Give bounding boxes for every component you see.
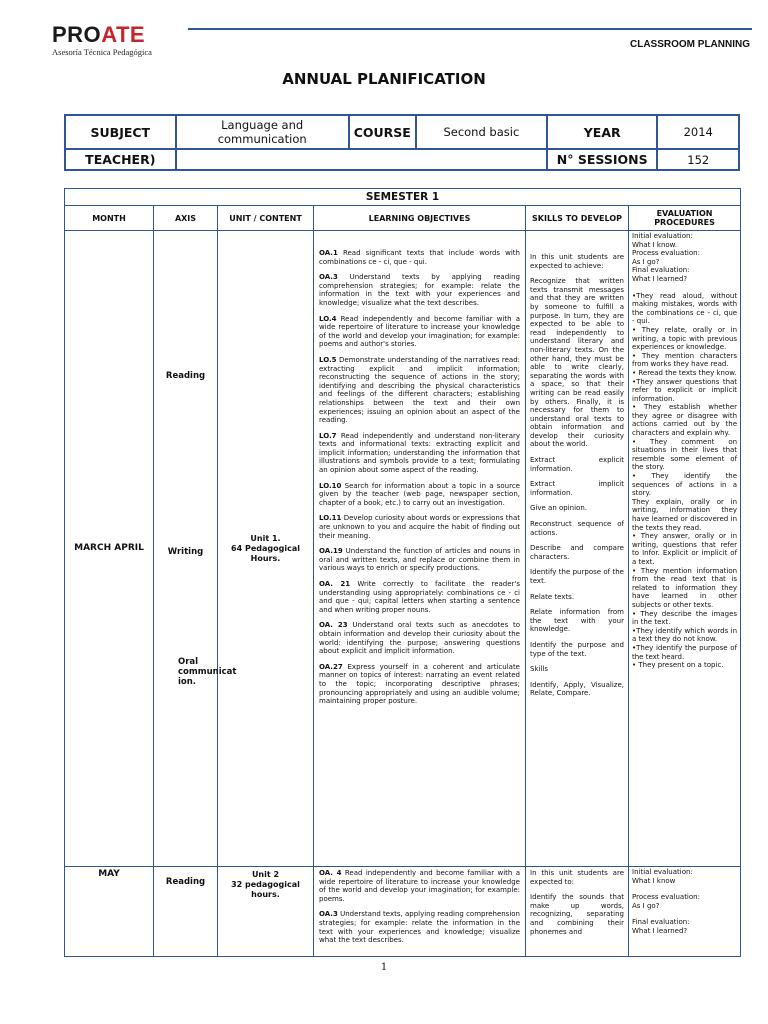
- col-header-skills: SKILLS TO DEVELOP: [526, 206, 629, 231]
- objective-item: OA.19 Understand the function of articles and nouns in oral and written texts, and replace or combine them in various ways to enrich or specify productions.: [319, 547, 520, 573]
- axis-cell: [154, 231, 237, 867]
- sessions-label: N° SESSIONS: [547, 149, 658, 170]
- evaluation-item: What I know: [632, 876, 676, 885]
- subject-value: Language and communication: [176, 115, 349, 149]
- evaluation-item: • They describe the images in the text.: [632, 609, 738, 627]
- skills-cell: [526, 867, 629, 957]
- axis-oral: Oral communicat ion.: [178, 657, 237, 687]
- objectives-cell: [314, 231, 526, 867]
- axis-reading: Reading: [165, 877, 206, 887]
- evaluation-item: What I learned?: [632, 926, 688, 935]
- axis-reading: Reading: [165, 371, 206, 381]
- col-header-evaluation: EVALUATION PROCEDURES: [629, 206, 741, 231]
- skill-item: In this unit students are expected to:: [530, 869, 624, 886]
- skill-item: Extract implicit information.: [530, 480, 624, 497]
- objective-item: LO.11 Develop curiosity about words or expressions that are unknown to you and acquire the habit of finding out their meaning.: [319, 514, 520, 540]
- objective-item: OA.3 Understand texts by applying reading comprehension strategies; for example: relate the information in the text with your experiences and knowledge; visualize what the text describes.: [319, 273, 520, 307]
- month-cell: [65, 231, 154, 867]
- objectives-cell: [314, 867, 526, 957]
- proate-logo: [52, 24, 182, 64]
- evaluation-item: • They relate, orally or in writing, a topic with previous experiences or knowledge.: [632, 325, 738, 352]
- evaluation-item: • Reread the texts they know.: [632, 368, 737, 377]
- evaluation-item: •They identify the purpose of the text heard.: [632, 643, 738, 661]
- evaluation-item: • They identify the sequences of actions in a story.: [632, 472, 738, 498]
- unit-hours: 64 Pedagogical Hours.: [231, 544, 300, 563]
- course-value: Second basic: [416, 115, 547, 149]
- logo-subtitle: Asesoría Técnica Pedagógica: [52, 47, 152, 57]
- evaluation-item: What I learned?: [632, 274, 688, 283]
- unit-cell: [218, 867, 314, 957]
- course-label: COURSE: [349, 115, 416, 149]
- year-label: YEAR: [547, 115, 658, 149]
- axis-cell: [154, 867, 218, 957]
- evaluation-item: As I go?: [632, 257, 660, 266]
- skill-item: In this unit students are expected to achieve:: [530, 253, 624, 270]
- info-table: [64, 114, 740, 171]
- month-cell: [65, 867, 154, 957]
- page-number: 1: [380, 962, 388, 973]
- year-value: 2014: [657, 115, 739, 149]
- skill-item: Identify, Apply, Visualize, Relate, Compare.: [530, 680, 624, 698]
- evaluation-item: • They establish whether they agree or disagree with actions carried out by the characters and explain why.: [632, 403, 738, 438]
- table-row: [65, 867, 741, 957]
- sessions-value: 152: [657, 149, 739, 170]
- evaluation-item: Initial evaluation:: [632, 868, 693, 876]
- skill-item: Describe and compare characters.: [530, 544, 624, 561]
- col-header-month: MONTH: [65, 206, 154, 231]
- month-label: MAY: [98, 869, 120, 879]
- skill-item: Identify the purpose and type of the text.: [530, 640, 624, 658]
- objective-item: OA.1 Read significant texts that include words with combinations ce - ci, que - qui.: [319, 249, 520, 266]
- teacher-label: TEACHER): [65, 149, 176, 170]
- evaluation-item: •They identify which words in a text they do not know.: [632, 626, 738, 644]
- objective-item: OA.3 Understand texts, applying reading comprehension strategies; for example: relate the information in the text with your experiences and knowledge; visualize what the text describes.: [319, 910, 520, 945]
- skill-item: Recognize that written texts transmit messages and that they are written by someone to fulfill a purpose. In turn, they are expected to be able to read independently to understand literary and non-literary texts. On the other hand, they must be able to write clearly, separating the words with a space, so that their writing can be read easily by others. Finally, it is necessary for them to understand oral texts to obtain information and develop their curiosity about the world.: [530, 277, 624, 449]
- evaluation-item: •They answer questions that refer to explicit or implicit information.: [632, 377, 738, 403]
- unit-title: Unit 2: [251, 870, 280, 879]
- evaluation-item: • They mention information from the read text that is related to information they have learned in other subjects or other texts.: [632, 566, 738, 609]
- semester-table: [64, 188, 741, 957]
- evaluation-item: [632, 284, 737, 292]
- skill-item: Identify the sounds that make up words, recognizing, separating and combining their phonemes and: [530, 893, 624, 936]
- skill-item: Identify the purpose of the text.: [530, 568, 624, 585]
- objective-item: OA. 4 Read independently and become familiar with a wide repertoire of literature to increase your knowledge of the world and develop your imagination; for example: poems.: [319, 869, 520, 903]
- evaluation-item: Process evaluation:: [632, 893, 700, 902]
- evaluation-item: They explain, orally or in writing, information they have learned or discovered in the texts they read.: [632, 497, 738, 532]
- objective-item: OA. 21 Write correctly to facilitate the reader's understanding using appropriately: combinations ce - ci and que - qui; capital letters when starting a sentence and when writing proper nouns.: [319, 580, 520, 614]
- evaluation-item: [632, 910, 737, 918]
- header-rule: [188, 28, 752, 30]
- col-header-objectives: LEARNING OBJECTIVES: [314, 206, 526, 231]
- page-title: ANNUAL PLANIFICATION: [282, 70, 486, 88]
- logo-wordmark: PROATE: [52, 22, 146, 47]
- evaluation-item: • They comment on situations in their lives that resemble some element of the story.: [632, 437, 738, 472]
- evaluation-cell: [629, 867, 741, 957]
- teacher-value: [176, 149, 547, 170]
- skills-cell: [526, 231, 629, 867]
- skill-item: Relate information from the text with your knowledge.: [530, 608, 624, 634]
- evaluation-item: What I know.: [632, 240, 677, 249]
- col-header-unit: UNIT / CONTENT: [218, 206, 314, 231]
- evaluation-item: As I go?: [632, 901, 660, 910]
- axis-writing: Writing: [167, 547, 204, 557]
- classroom-planning-label: CLASSROOM PLANNING: [630, 39, 750, 50]
- evaluation-item: Final evaluation:: [632, 266, 690, 275]
- objective-item: OA.27 Express yourself in a coherent and articulate manner on topics of interest: narrating an event related to the topic; incorporating descriptive phrases; pronouncing appropriately and using an audible volume; maintaining proper posture.: [319, 662, 520, 706]
- evaluation-item: Process evaluation:: [632, 249, 700, 258]
- objective-item: LO.7 Read independently and understand non-literary texts and informational texts: extracting explicit and implicit information; understanding the information that illustrations and symbols provide to a text; formulating an opinion about some aspect of the reading.: [319, 431, 520, 475]
- semester-heading: SEMESTER 1: [65, 189, 741, 206]
- objective-item: LO.4 Read independently and become familiar with a wide repertoire of literature to increase your knowledge of the world and develop your imagination; for example: poems and author's stories.: [319, 314, 520, 349]
- evaluation-item: • They answer, orally or in writing, questions that refer to Infor. Explicit or implicit of a text.: [632, 532, 738, 566]
- evaluation-cell: [629, 231, 741, 867]
- objective-item: LO.10 Search for information about a topic in a source given by the teacher (web page, newspaper section, chapter of a book, etc.) to carry out an investigation.: [319, 481, 520, 507]
- evaluation-item: Final evaluation:: [632, 918, 690, 927]
- skill-item: Skills: [530, 665, 548, 674]
- unit-title: Unit 1.: [250, 534, 281, 543]
- evaluation-item: • They mention characters from works they have read.: [632, 351, 738, 369]
- evaluation-item: Initial evaluation:: [632, 232, 693, 240]
- evaluation-item: • They present on a topic.: [632, 661, 724, 670]
- evaluation-item: [632, 885, 737, 893]
- unit-cell: [218, 231, 314, 867]
- subject-label: SUBJECT: [65, 115, 176, 149]
- table-row: [65, 231, 741, 867]
- skill-item: Relate texts.: [530, 592, 575, 601]
- objective-item: OA. 23 Understand oral texts such as anecdotes to obtain information and develop their curiosity about the world: identifying the purpose; answering questions about explicit and implicit information.: [319, 621, 520, 656]
- skill-item: Reconstruct sequence of actions.: [530, 520, 624, 537]
- evaluation-item: •They read aloud, without making mistakes, words with the combinations ce - ci, que - qui.: [632, 291, 738, 326]
- unit-hours: 32 pedagogical hours.: [231, 880, 300, 899]
- skill-item: Extract explicit information.: [530, 456, 624, 473]
- month-label: MARCH APRIL: [74, 543, 144, 553]
- objective-item: LO.5 Demonstrate understanding of the narratives read: extracting explicit and implicit information; reconstructing the sequence of actions in the story; identifying and describing the physical characteristics and feelings of the different characters; establishing relationships between the text and their own experiences; issuing an opinion about an aspect of the reading.: [319, 355, 520, 425]
- skill-item: Give an opinion.: [530, 504, 587, 513]
- col-header-axis: AXIS: [154, 206, 218, 231]
